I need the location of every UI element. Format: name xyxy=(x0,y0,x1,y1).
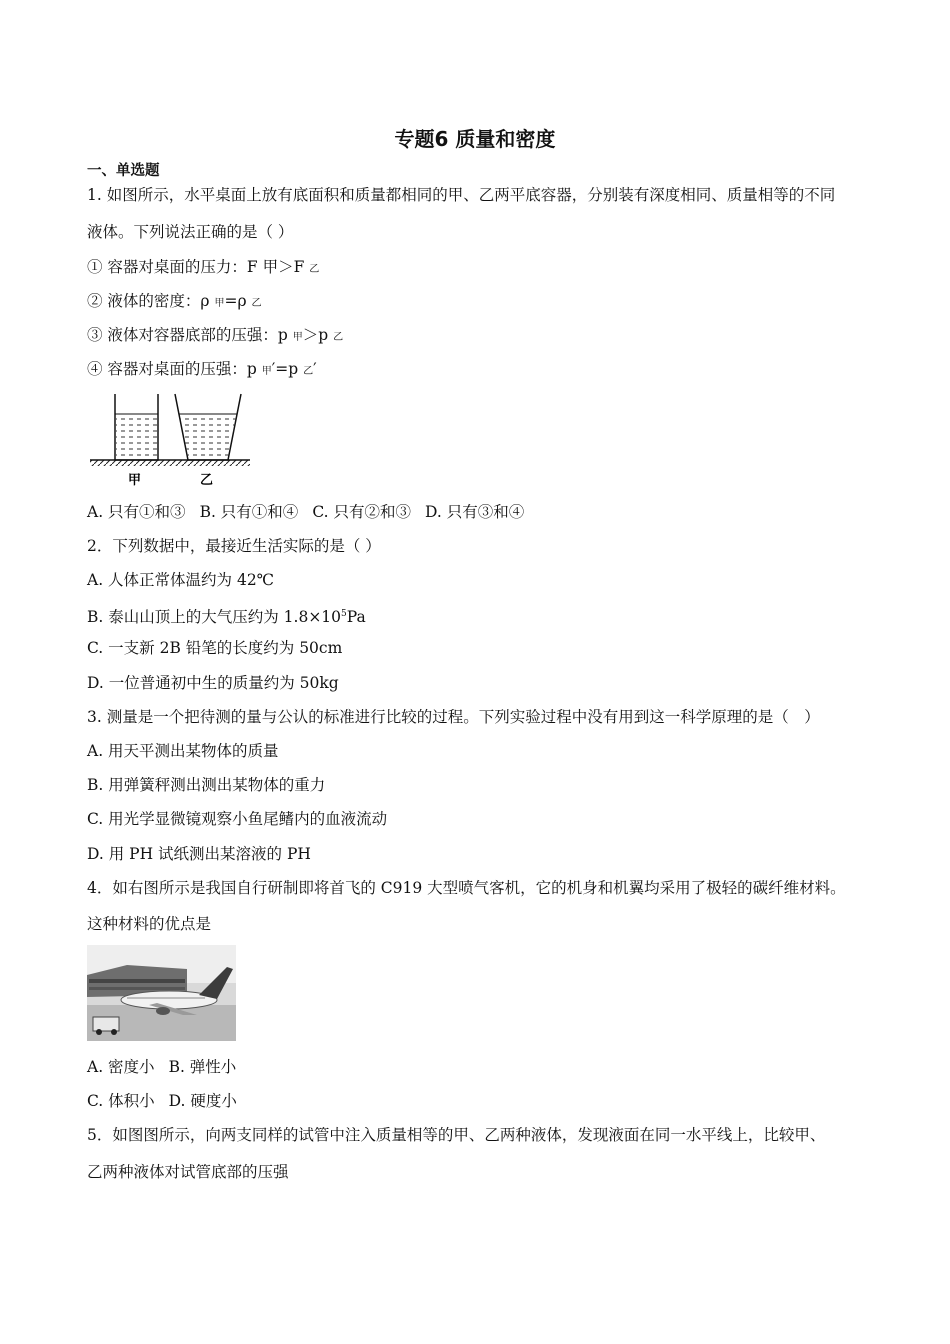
q5-stem-line1: 5．如图图所示，向两支同样的试管中注入质量相等的甲、乙两种液体，发现液面在同一水平线上，比较甲、 xyxy=(87,1126,826,1144)
liquid-yi xyxy=(179,414,237,459)
q1-s4-mid: ′=p xyxy=(271,360,304,378)
q1-s1-text: ① 容器对桌面的压力：F 甲＞F xyxy=(87,258,310,276)
q1-s3-text: ③ 液体对容器底部的压强：p xyxy=(87,326,293,344)
q1-s3-mid: ＞p xyxy=(302,326,334,344)
q1-statement-1 xyxy=(87,257,319,280)
q1-s4-sub1: 甲 xyxy=(261,366,272,377)
q4-options-row1 xyxy=(87,1057,236,1077)
q2-option-d: D. 一位普通初中生的质量约为 50kg xyxy=(87,674,339,692)
q1-statement-4 xyxy=(87,359,317,382)
page-title: 专题6 质量和密度 xyxy=(394,127,556,151)
liquid-jia xyxy=(116,414,157,459)
q2-b-pre: B. 泰山山顶上的大气压约为 1.8×10 xyxy=(87,608,342,627)
q1-option-b: B. 只有①和④ xyxy=(199,503,299,521)
q1-s2-text: ② 液体的密度：ρ xyxy=(87,292,215,310)
q3-option-b: B. 用弹簧秤测出测出某物体的重力 xyxy=(87,776,326,794)
q1-s4-sub2: 乙 xyxy=(303,366,314,377)
q1-stem-line1: 1. 如图所示，水平桌面上放有底面积和质量都相同的甲、乙两平底容器，分别装有深度相同、质量相等的不同 xyxy=(87,186,836,204)
q4-option-b: B. 弹性小 xyxy=(168,1058,237,1076)
q1-statement-2 xyxy=(87,291,262,314)
q4-option-d: D. 硬度小 xyxy=(168,1092,237,1110)
q3-stem: 3. 测量是一个把待测的量与公认的标准进行比较的过程。下列实验过程中没有用到这一科学原理的是（ ） xyxy=(87,708,820,726)
ground-hatch xyxy=(90,460,250,466)
q2-option-a: A. 人体正常体温约为 42℃ xyxy=(87,571,275,589)
q4-stem-line1: 4．如右图所示是我国自行研制即将首飞的 C919 大型喷气客机，它的机身和机翼均采用了极轻的碳纤维材料。 xyxy=(87,879,846,897)
q3-option-d: D. 用 PH 试纸测出某溶液的 PH xyxy=(87,845,311,863)
q2-b-sup: 5 xyxy=(341,609,347,619)
q2-option-b xyxy=(87,604,366,627)
q2-stem: 2．下列数据中，最接近生活实际的是（ ） xyxy=(87,537,381,555)
q1-s3-sub2: 乙 xyxy=(333,332,344,343)
section-heading: 一、单选题 xyxy=(87,163,160,179)
q1-option-a: A. 只有①和③ xyxy=(87,503,186,521)
label-jia: 甲 xyxy=(128,473,142,488)
label-yi: 乙 xyxy=(200,473,214,488)
q1-containers-figure xyxy=(88,392,258,492)
q1-s1-sub: 乙 xyxy=(309,264,320,275)
q1-statement-3 xyxy=(87,325,343,348)
q1-options xyxy=(87,502,524,522)
q1-stem-line2: 液体。下列说法正确的是（ ） xyxy=(87,223,294,241)
q2-b-post: Pa xyxy=(346,608,366,627)
q4-airplane-photo xyxy=(87,945,236,1041)
q4-option-c: C. 体积小 xyxy=(87,1092,155,1110)
q1-s4-tail: ′ xyxy=(313,360,317,378)
q4-stem-line2: 这种材料的优点是 xyxy=(87,915,212,933)
q1-s3-sub1: 甲 xyxy=(292,332,303,343)
q1-s2-sub2: 乙 xyxy=(251,298,262,309)
q1-s2-mid: =ρ xyxy=(224,292,252,310)
q5-stem-line2: 乙两种液体对试管底部的压强 xyxy=(87,1163,289,1181)
q1-option-c: C. 只有②和③ xyxy=(312,503,411,521)
q1-s2-sub1: 甲 xyxy=(214,298,225,309)
q1-s4-text: ④ 容器对桌面的压强：p xyxy=(87,360,262,378)
q3-option-a: A. 用天平测出某物体的质量 xyxy=(87,742,279,760)
q1-option-d: D. 只有③和④ xyxy=(424,503,525,521)
q2-option-c: C. 一支新 2B 铅笔的长度约为 50cm xyxy=(87,639,343,657)
q4-option-a: A. 密度小 xyxy=(87,1058,155,1076)
q4-options-row2 xyxy=(87,1091,237,1111)
q3-option-c: C. 用光学显微镜观察小鱼尾鳍内的血液流动 xyxy=(87,810,388,828)
